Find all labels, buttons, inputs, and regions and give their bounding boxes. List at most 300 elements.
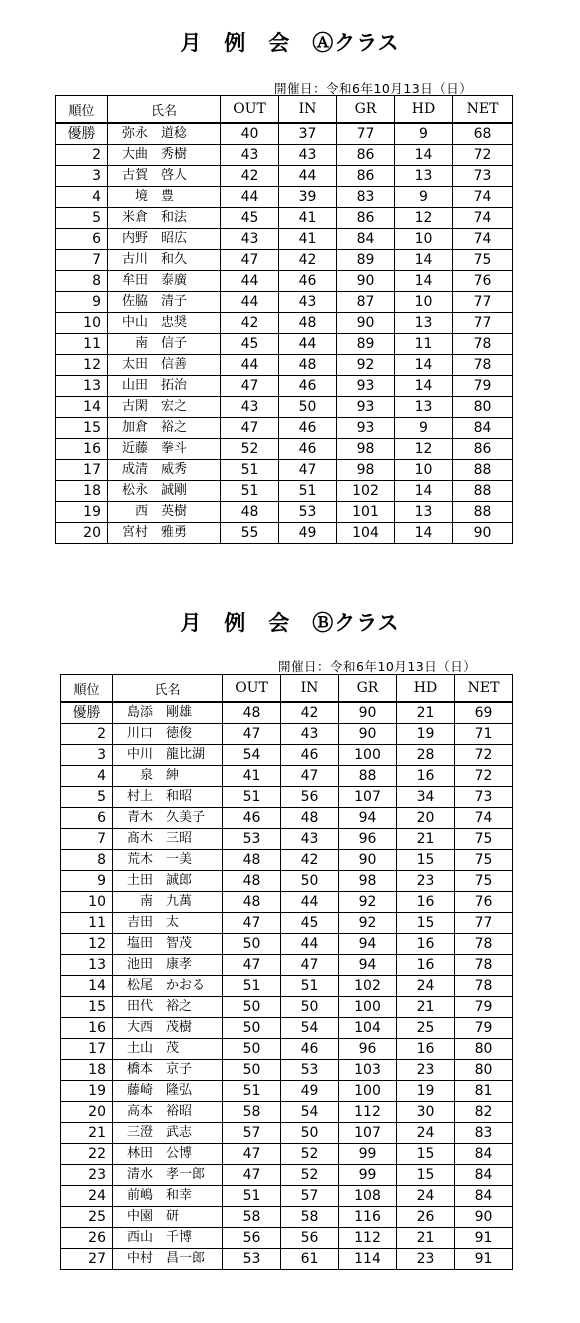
cell-net: 74: [453, 229, 513, 250]
cell-name: 塩田 智茂: [113, 934, 223, 955]
cell-hd: 12: [395, 208, 453, 229]
table-row: [61, 1144, 513, 1165]
cell-net: 88: [453, 460, 513, 481]
cell-hd: 23: [397, 1060, 455, 1081]
cell-rank: 14: [61, 976, 113, 997]
cell-in: 44: [281, 892, 339, 913]
cell-name: 橋本 京子: [113, 1060, 223, 1081]
cell-hd: 13: [395, 397, 453, 418]
cell-in: 47: [281, 955, 339, 976]
table-row: [56, 481, 513, 502]
cell-out: 47: [223, 913, 281, 934]
cell-name: 中川 龍比湖: [113, 745, 223, 766]
cell-out: 48: [223, 871, 281, 892]
cell-name: 清水 孝一郎: [113, 1165, 223, 1186]
cell-name: 成清 威秀: [108, 460, 221, 481]
cell-in: 46: [279, 439, 337, 460]
cell-rank: 25: [61, 1207, 113, 1228]
cell-gr: 102: [339, 976, 397, 997]
cell-out: 58: [223, 1102, 281, 1123]
cell-rank: 9: [56, 292, 108, 313]
header-gr: GR: [339, 675, 397, 703]
cell-in: 50: [281, 997, 339, 1018]
cell-out: 51: [221, 460, 279, 481]
cell-net: 75: [455, 850, 513, 871]
class-a-results-table: [55, 95, 513, 544]
cell-hd: 14: [395, 145, 453, 166]
cell-rank: 13: [61, 955, 113, 976]
cell-hd: 16: [397, 934, 455, 955]
table-row: [56, 355, 513, 376]
cell-gr: 99: [339, 1165, 397, 1186]
cell-gr: 92: [337, 355, 395, 376]
cell-in: 44: [279, 334, 337, 355]
class-b-results-table: [60, 674, 513, 1270]
cell-name: 古川 和久: [108, 250, 221, 271]
cell-gr: 96: [339, 829, 397, 850]
cell-name: 南 信子: [108, 334, 221, 355]
table-row: [61, 1123, 513, 1144]
cell-gr: 112: [339, 1228, 397, 1249]
cell-rank: 2: [56, 145, 108, 166]
cell-rank: 15: [56, 418, 108, 439]
cell-net: 90: [453, 523, 513, 544]
cell-gr: 90: [337, 313, 395, 334]
cell-rank: 9: [61, 871, 113, 892]
cell-gr: 99: [339, 1144, 397, 1165]
cell-gr: 93: [337, 376, 395, 397]
cell-name: 加倉 裕之: [108, 418, 221, 439]
table-row: [61, 934, 513, 955]
table-row: [61, 702, 513, 724]
header-in: IN: [281, 675, 339, 703]
cell-out: 44: [221, 355, 279, 376]
table-row: [61, 1102, 513, 1123]
cell-rank: 16: [61, 1018, 113, 1039]
cell-name: 中園 研: [113, 1207, 223, 1228]
table-row: [56, 502, 513, 523]
cell-out: 47: [223, 1144, 281, 1165]
cell-in: 43: [281, 724, 339, 745]
class-a-header-row: [56, 96, 513, 124]
cell-hd: 16: [397, 766, 455, 787]
cell-out: 48: [223, 702, 281, 724]
cell-rank: 20: [56, 523, 108, 544]
cell-net: 82: [455, 1102, 513, 1123]
cell-rank: 7: [61, 829, 113, 850]
table-row: [61, 787, 513, 808]
cell-gr: 107: [339, 1123, 397, 1144]
cell-hd: 21: [397, 997, 455, 1018]
table-row: [61, 1039, 513, 1060]
cell-rank: 17: [61, 1039, 113, 1060]
cell-hd: 20: [397, 808, 455, 829]
table-row: [56, 334, 513, 355]
cell-rank: 6: [61, 808, 113, 829]
cell-in: 51: [279, 481, 337, 502]
cell-name: 中山 忠奨: [108, 313, 221, 334]
cell-name: 西山 千博: [113, 1228, 223, 1249]
table-row: [56, 250, 513, 271]
cell-in: 61: [281, 1249, 339, 1270]
cell-out: 44: [221, 187, 279, 208]
cell-hd: 14: [395, 481, 453, 502]
cell-name: 弥永 道稔: [108, 123, 221, 145]
cell-gr: 100: [339, 1081, 397, 1102]
class-a-title: 月 例 会 Ⓐクラス: [180, 31, 400, 55]
cell-hd: 21: [397, 702, 455, 724]
header-out: OUT: [223, 675, 281, 703]
cell-gr: 90: [339, 850, 397, 871]
cell-hd: 14: [395, 271, 453, 292]
cell-name: 太田 信善: [108, 355, 221, 376]
cell-gr: 86: [337, 208, 395, 229]
table-row: [56, 418, 513, 439]
cell-out: 47: [223, 1165, 281, 1186]
cell-net: 86: [453, 439, 513, 460]
cell-name: 松永 誠剛: [108, 481, 221, 502]
table-row: [56, 123, 513, 145]
cell-hd: 10: [395, 460, 453, 481]
cell-net: 74: [453, 208, 513, 229]
header-rank: 順位: [61, 675, 113, 703]
table-row: [61, 766, 513, 787]
cell-out: 53: [223, 1249, 281, 1270]
class-b-title: 月 例 会 Ⓑクラス: [180, 611, 400, 635]
cell-name: 山田 拓治: [108, 376, 221, 397]
cell-gr: 94: [339, 955, 397, 976]
table-row: [56, 208, 513, 229]
cell-out: 51: [221, 481, 279, 502]
cell-name: 古賀 啓人: [108, 166, 221, 187]
cell-rank: 26: [61, 1228, 113, 1249]
cell-hd: 13: [395, 313, 453, 334]
cell-gr: 116: [339, 1207, 397, 1228]
table-row: [61, 1018, 513, 1039]
cell-rank: 8: [61, 850, 113, 871]
cell-rank: 6: [56, 229, 108, 250]
cell-in: 47: [281, 766, 339, 787]
cell-net: 79: [455, 997, 513, 1018]
cell-rank: 13: [56, 376, 108, 397]
cell-out: 43: [221, 145, 279, 166]
cell-gr: 88: [339, 766, 397, 787]
cell-rank: 23: [61, 1165, 113, 1186]
cell-out: 46: [223, 808, 281, 829]
cell-out: 47: [221, 250, 279, 271]
cell-hd: 11: [395, 334, 453, 355]
cell-gr: 93: [337, 418, 395, 439]
cell-net: 72: [453, 145, 513, 166]
cell-rank: 7: [56, 250, 108, 271]
cell-gr: 114: [339, 1249, 397, 1270]
header-in: IN: [279, 96, 337, 124]
header-rank: 順位: [56, 96, 108, 124]
cell-name: 青木 久美子: [113, 808, 223, 829]
cell-hd: 14: [395, 250, 453, 271]
cell-net: 78: [455, 934, 513, 955]
cell-in: 43: [279, 145, 337, 166]
table-row: [56, 460, 513, 481]
table-row: [56, 523, 513, 544]
class-b-header-row: [61, 675, 513, 703]
cell-in: 37: [279, 123, 337, 145]
cell-in: 50: [281, 1123, 339, 1144]
cell-hd: 34: [397, 787, 455, 808]
cell-out: 56: [223, 1228, 281, 1249]
cell-rank: 12: [61, 934, 113, 955]
cell-in: 44: [279, 166, 337, 187]
cell-out: 51: [223, 1081, 281, 1102]
cell-out: 43: [221, 229, 279, 250]
cell-rank: 3: [61, 745, 113, 766]
cell-out: 42: [221, 166, 279, 187]
cell-rank: 3: [56, 166, 108, 187]
cell-rank: 4: [56, 187, 108, 208]
header-net: NET: [455, 675, 513, 703]
cell-in: 56: [281, 1228, 339, 1249]
cell-out: 51: [223, 787, 281, 808]
cell-out: 54: [223, 745, 281, 766]
cell-in: 46: [279, 418, 337, 439]
cell-out: 50: [223, 1018, 281, 1039]
cell-hd: 21: [397, 829, 455, 850]
table-row: [61, 1081, 513, 1102]
cell-net: 84: [455, 1165, 513, 1186]
table-row: [56, 166, 513, 187]
cell-rank: 22: [61, 1144, 113, 1165]
cell-net: 74: [455, 808, 513, 829]
cell-name: 佐脇 清子: [108, 292, 221, 313]
cell-gr: 90: [337, 271, 395, 292]
cell-rank: 優勝: [56, 123, 108, 145]
class-b-table-body: [61, 702, 513, 1270]
table-row: [56, 187, 513, 208]
cell-net: 76: [453, 271, 513, 292]
cell-net: 78: [455, 976, 513, 997]
cell-in: 49: [281, 1081, 339, 1102]
cell-net: 72: [455, 766, 513, 787]
table-row: [61, 1060, 513, 1081]
cell-out: 51: [223, 976, 281, 997]
cell-net: 73: [453, 166, 513, 187]
table-row: [56, 376, 513, 397]
cell-net: 84: [455, 1186, 513, 1207]
cell-rank: 20: [61, 1102, 113, 1123]
cell-net: 90: [455, 1207, 513, 1228]
cell-net: 80: [453, 397, 513, 418]
table-row: [61, 997, 513, 1018]
cell-rank: 8: [56, 271, 108, 292]
cell-out: 40: [221, 123, 279, 145]
cell-in: 47: [279, 460, 337, 481]
cell-net: 75: [453, 250, 513, 271]
table-row: [61, 1165, 513, 1186]
cell-out: 47: [223, 724, 281, 745]
cell-out: 53: [223, 829, 281, 850]
cell-out: 44: [221, 271, 279, 292]
cell-name: 林田 公博: [113, 1144, 223, 1165]
table-row: [56, 292, 513, 313]
cell-rank: 19: [56, 502, 108, 523]
cell-in: 43: [281, 829, 339, 850]
cell-in: 56: [281, 787, 339, 808]
cell-name: 南 九萬: [113, 892, 223, 913]
cell-net: 77: [453, 313, 513, 334]
header-name: 氏名: [113, 675, 223, 703]
cell-gr: 87: [337, 292, 395, 313]
cell-rank: 19: [61, 1081, 113, 1102]
cell-name: 境 豊: [108, 187, 221, 208]
cell-name: 村上 和昭: [113, 787, 223, 808]
cell-net: 78: [453, 334, 513, 355]
cell-net: 78: [453, 355, 513, 376]
cell-name: 土山 茂: [113, 1039, 223, 1060]
cell-name: 高本 裕昭: [113, 1102, 223, 1123]
cell-in: 44: [281, 934, 339, 955]
cell-name: 大曲 秀樹: [108, 145, 221, 166]
cell-name: 西 英樹: [108, 502, 221, 523]
cell-gr: 90: [339, 702, 397, 724]
cell-name: 大西 茂樹: [113, 1018, 223, 1039]
cell-rank: 21: [61, 1123, 113, 1144]
cell-name: 泉 紳: [113, 766, 223, 787]
cell-in: 52: [281, 1165, 339, 1186]
table-row: [56, 397, 513, 418]
cell-gr: 104: [339, 1018, 397, 1039]
cell-in: 51: [281, 976, 339, 997]
cell-out: 51: [223, 1186, 281, 1207]
cell-gr: 107: [339, 787, 397, 808]
table-row: [61, 976, 513, 997]
cell-in: 48: [279, 355, 337, 376]
table-row: [61, 955, 513, 976]
cell-name: 古閑 宏之: [108, 397, 221, 418]
cell-rank: 17: [56, 460, 108, 481]
cell-in: 58: [281, 1207, 339, 1228]
table-row: [61, 1186, 513, 1207]
cell-in: 46: [281, 745, 339, 766]
cell-net: 78: [455, 955, 513, 976]
cell-rank: 11: [56, 334, 108, 355]
cell-in: 48: [279, 313, 337, 334]
cell-name: 土田 誠郎: [113, 871, 223, 892]
header-out: OUT: [221, 96, 279, 124]
cell-in: 39: [279, 187, 337, 208]
cell-name: 川口 徳俊: [113, 724, 223, 745]
cell-rank: 18: [61, 1060, 113, 1081]
cell-in: 50: [281, 871, 339, 892]
cell-hd: 24: [397, 1186, 455, 1207]
cell-out: 48: [221, 502, 279, 523]
table-row: [61, 1228, 513, 1249]
cell-gr: 93: [337, 397, 395, 418]
cell-hd: 24: [397, 976, 455, 997]
cell-gr: 89: [337, 334, 395, 355]
cell-net: 68: [453, 123, 513, 145]
cell-name: 松尾 かおる: [113, 976, 223, 997]
cell-in: 53: [279, 502, 337, 523]
class-a-table-body: [56, 123, 513, 544]
cell-net: 80: [455, 1039, 513, 1060]
cell-out: 44: [221, 292, 279, 313]
cell-rank: 5: [56, 208, 108, 229]
cell-out: 58: [223, 1207, 281, 1228]
cell-rank: 10: [61, 892, 113, 913]
cell-hd: 9: [395, 187, 453, 208]
cell-hd: 14: [395, 376, 453, 397]
cell-rank: 12: [56, 355, 108, 376]
cell-name: 宮村 雅勇: [108, 523, 221, 544]
cell-name: 内野 昭広: [108, 229, 221, 250]
cell-net: 91: [455, 1228, 513, 1249]
cell-net: 83: [455, 1123, 513, 1144]
cell-hd: 13: [395, 502, 453, 523]
cell-in: 50: [279, 397, 337, 418]
cell-net: 79: [453, 376, 513, 397]
cell-gr: 98: [339, 871, 397, 892]
cell-net: 72: [455, 745, 513, 766]
cell-gr: 98: [337, 460, 395, 481]
cell-hd: 25: [397, 1018, 455, 1039]
cell-net: 71: [455, 724, 513, 745]
cell-hd: 14: [395, 355, 453, 376]
table-row: [61, 850, 513, 871]
cell-hd: 23: [397, 871, 455, 892]
cell-in: 46: [279, 376, 337, 397]
cell-rank: 2: [61, 724, 113, 745]
cell-in: 46: [281, 1039, 339, 1060]
table-row: [61, 829, 513, 850]
cell-in: 41: [279, 208, 337, 229]
cell-rank: 5: [61, 787, 113, 808]
cell-hd: 23: [397, 1249, 455, 1270]
cell-in: 53: [281, 1060, 339, 1081]
cell-name: 島添 剛雄: [113, 702, 223, 724]
cell-in: 45: [281, 913, 339, 934]
cell-out: 45: [221, 334, 279, 355]
cell-gr: 104: [337, 523, 395, 544]
cell-out: 50: [223, 1039, 281, 1060]
cell-in: 41: [279, 229, 337, 250]
cell-in: 52: [281, 1144, 339, 1165]
cell-hd: 15: [397, 850, 455, 871]
cell-out: 48: [223, 850, 281, 871]
cell-hd: 26: [397, 1207, 455, 1228]
cell-net: 69: [455, 702, 513, 724]
table-row: [61, 745, 513, 766]
cell-net: 88: [453, 502, 513, 523]
header-gr: GR: [337, 96, 395, 124]
cell-rank: 27: [61, 1249, 113, 1270]
cell-hd: 19: [397, 1081, 455, 1102]
table-row: [56, 229, 513, 250]
cell-rank: 18: [56, 481, 108, 502]
cell-out: 47: [223, 955, 281, 976]
cell-hd: 19: [397, 724, 455, 745]
cell-gr: 83: [337, 187, 395, 208]
cell-name: 藤崎 隆弘: [113, 1081, 223, 1102]
cell-gr: 100: [339, 997, 397, 1018]
cell-gr: 101: [337, 502, 395, 523]
cell-name: 近藤 拳斗: [108, 439, 221, 460]
table-row: [61, 1249, 513, 1270]
header-net: NET: [453, 96, 513, 124]
cell-rank: 優勝: [61, 702, 113, 724]
cell-rank: 4: [61, 766, 113, 787]
class-a-date: 開催日：令和6年10月13日（日）: [274, 81, 473, 96]
cell-net: 77: [455, 913, 513, 934]
